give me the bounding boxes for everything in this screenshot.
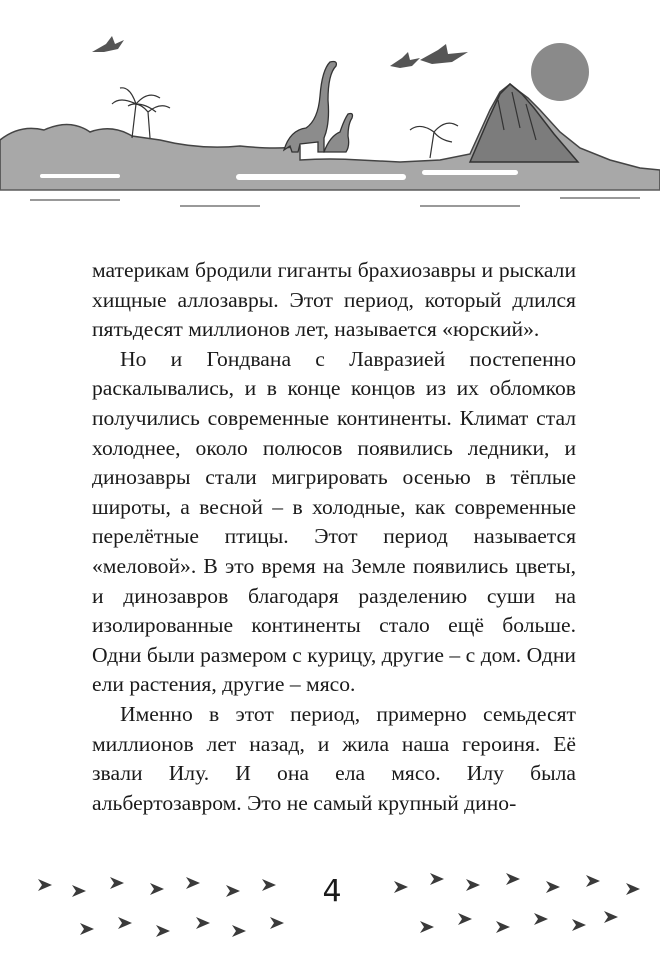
dinosaur-footprints-icon	[0, 855, 660, 970]
page-number: 4	[322, 874, 342, 909]
paragraph: материкам бродили гиганты брахиозавры и рыскали хищные аллозавры. Этот период, который длился пятьдесят миллионов лет, называется «юрский».	[92, 258, 576, 342]
pterosaur-icon	[92, 36, 468, 68]
paragraph: Именно в этот период, примерно семьдесят миллионов лет назад, и жила наша героиня. Её звали Илу. И она ела мясо. Илу была альбертозавром. Это не самый крупный дино-	[92, 701, 576, 815]
paragraph: Но и Гондвана с Лавразией постепенно раскалывались, и в конце концов из их обломков получились современные континенты. Климат стал холоднее, около полюсов появились ледники, и динозавры стали мигрировать осенью в тёплые широты, а весной – в холодные, как современные перелётные птицы. Этот период называется «меловой». В это время на Земле появились цветы, и динозавров благодаря разделению суши на изолированные континенты стало ещё больше. Одни были размером с курицу, другие – с дом. Одни ели растения, другие – мясо.	[92, 346, 576, 697]
brachiosaurus-icon	[284, 62, 353, 153]
sun-icon	[531, 43, 589, 101]
body-text	[92, 256, 576, 818]
prehistoric-landscape-icon	[0, 0, 660, 230]
